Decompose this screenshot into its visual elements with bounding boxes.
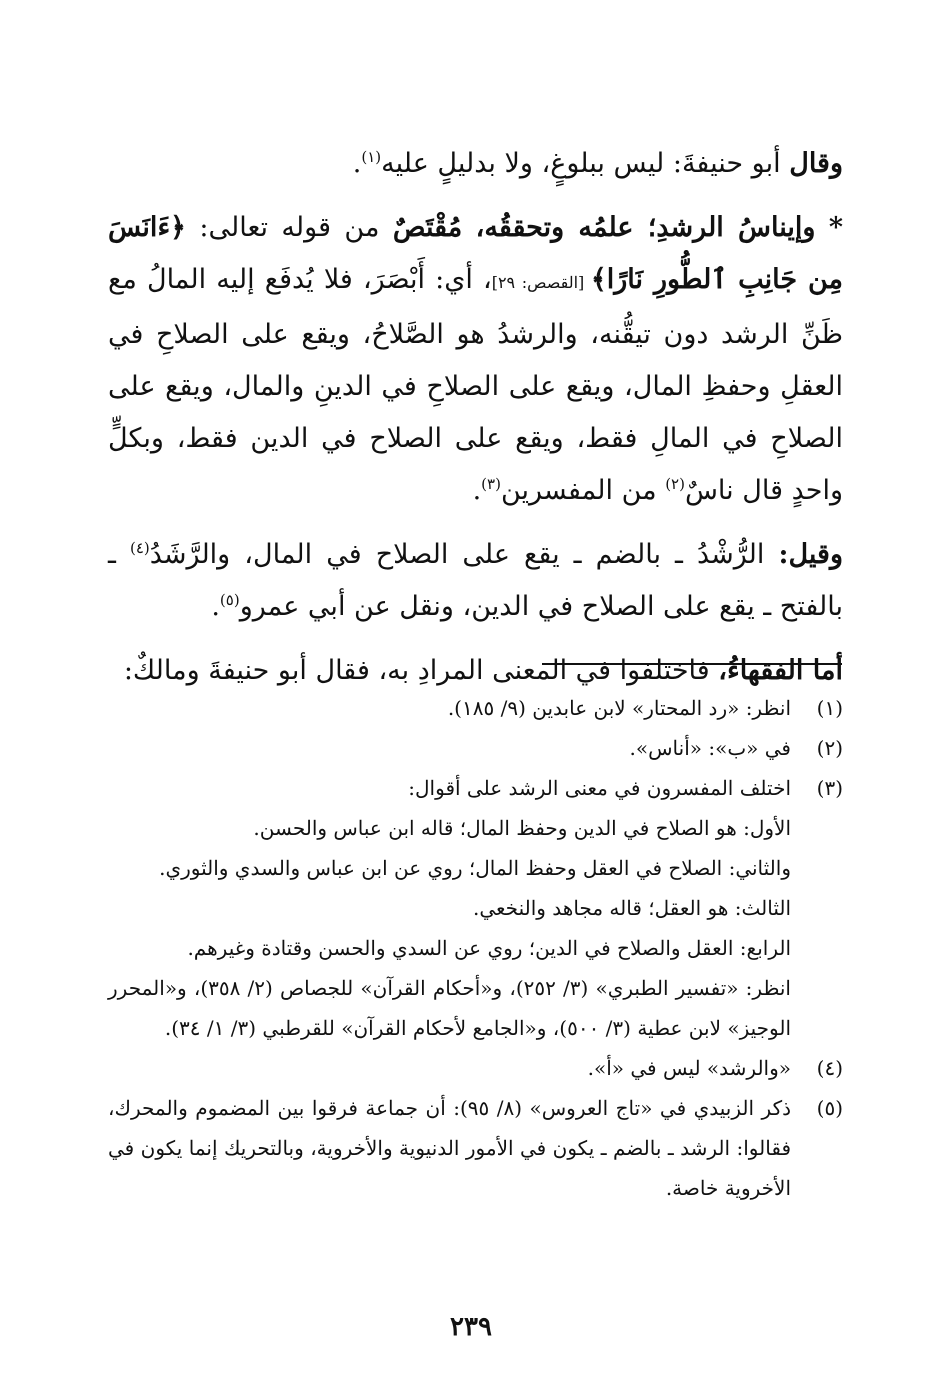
paragraph-2 (108, 202, 843, 517)
footnote-line: ذكر الزبيدي في «تاج العروس» (٨/ ٩٥): أن جماعة فرقوا بين المضموم والمحرك، فقالوا: الرشد ـ بالضم ـ يكون في الأمور الدنيوية والأخروية، وبالتحريك إنما يكون في الأخروية خاصة. (108, 1096, 791, 1200)
paragraph-2-lead: وإيناسُ الرشدِ؛ علمُه وتحققُه، (475, 212, 816, 243)
paragraph-1-end: . (352, 148, 362, 179)
footnote-number: (٥) (816, 1096, 843, 1120)
footnote-line: انظر: «تفسير الطبري» (٣/ ٢٥٢)، و«أحكام القرآن» للجصاص (٢/ ٣٥٨)، و«المحرر الوجيز» لابن عطية (٣/ ٥٠٠)، و«الجامع لأحكام القرآن» للقرطبي (٣/ ١/ ٣٤). (108, 976, 791, 1040)
paragraph-2-text: من قوله تعالى: (185, 212, 393, 243)
paragraph-2-end: . (472, 475, 482, 506)
footnote-1 (108, 688, 843, 728)
paragraph-2-bullet: * (828, 212, 843, 243)
paragraph-1-lead: وقال (789, 148, 843, 179)
verse-reference: [القصص: ٢٩] (491, 273, 591, 292)
paragraph-2-lead2: مُقْتَصٌ (392, 212, 463, 243)
footnote-line: الأول: هو الصلاح في الدين وحفظ المال؛ قاله ابن عباس والحسن. (253, 816, 791, 840)
footnotes (108, 688, 843, 1208)
paragraph-4-text: فاختلفوا في المعنى المرادِ به، فقال أبو حنيفةَ ومالكٌ: (123, 655, 719, 686)
footnote-number: (٤) (816, 1056, 843, 1080)
footnote-2 (108, 728, 843, 768)
footnote-line: انظر: «رد المحتار» لابن عابدين (٩/ ١٨٥). (447, 696, 791, 720)
paragraph-1 (108, 138, 843, 190)
paragraph-3 (108, 529, 843, 633)
footnote-3 (108, 768, 843, 1048)
footnote-line: والثاني: الصلاح في العقل وحفظ المال؛ روي عن ابن عباس والسدي والثوري. (159, 856, 791, 880)
footnote-line: في «ب»: «أناس». (629, 736, 791, 760)
main-text (108, 138, 843, 709)
paragraph-3-end: . (211, 591, 220, 622)
quran-verse: ﴿ءَانَسَ مِن جَانِبِ ٱلطُّورِ نَارًا﴾ (108, 212, 843, 295)
footnote-ref-5[interactable]: (٥) (219, 591, 240, 609)
paragraph-1-text: أبو حنيفةَ: ليس ببلوغٍ، ولا بدليلٍ عليه (381, 148, 790, 179)
paragraph-3-lead: وقيل: (778, 539, 843, 570)
footnote-ref-4[interactable]: (٤) (129, 539, 150, 557)
footnote-line: الثالث: هو العقل؛ قاله مجاهد والنخعي. (473, 896, 791, 920)
footnote-4 (108, 1048, 843, 1088)
page-number: ٢٣٩ (450, 1312, 492, 1342)
footnote-separator (542, 663, 842, 665)
footnote-line: «والرشد» ليس في «أ». (587, 1056, 791, 1080)
footnote-line: اختلف المفسرون في معنى الرشد على أقوال: (408, 776, 791, 800)
footnote-line: الرابع: العقل والصلاح في الدين؛ روي عن السدي والحسن وقتادة وغيرهم. (187, 936, 791, 960)
footnote-ref-3[interactable]: (٣) (481, 475, 501, 493)
paragraph-3-text: الرُّشْدُ ـ بالضم ـ يقع على الصلاح في المال، والرَّشَدُ (149, 539, 779, 570)
footnote-5 (108, 1088, 843, 1208)
footnote-number: (٣) (816, 776, 843, 800)
paragraph-2-text2: ، أي: أَبْصَرَ، فلا يُدفَع إليه المالُ مع ظَنِّ الرشد دون تيقُّنه، والرشدُ هو الصَّلاحُ، ويقع على الصلاحِ في العقلِ وحفظِ المال، ويقع على الصلاحِ في الدينِ والمال، ويقع على الصلاحِ في المالِ فقط، ويقع على الصلاح في الدين فقط، وبكلٍّ واحدٍ قال ناسٌ (108, 264, 843, 506)
footnote-number: (٢) (816, 736, 843, 760)
footnote-ref-1[interactable]: (١) (361, 148, 382, 166)
paragraph-4-lead: أما الفقهاءُ، (718, 655, 843, 686)
footnote-ref-2[interactable]: (٢) (665, 475, 685, 493)
footnote-number: (١) (816, 696, 843, 720)
paragraph-3-text2: ـ بالفتح ـ يقع على الصلاح في الدين، ونقل عن أبي عمرو (108, 539, 843, 622)
paragraph-2-text3: من المفسرين (500, 475, 666, 506)
